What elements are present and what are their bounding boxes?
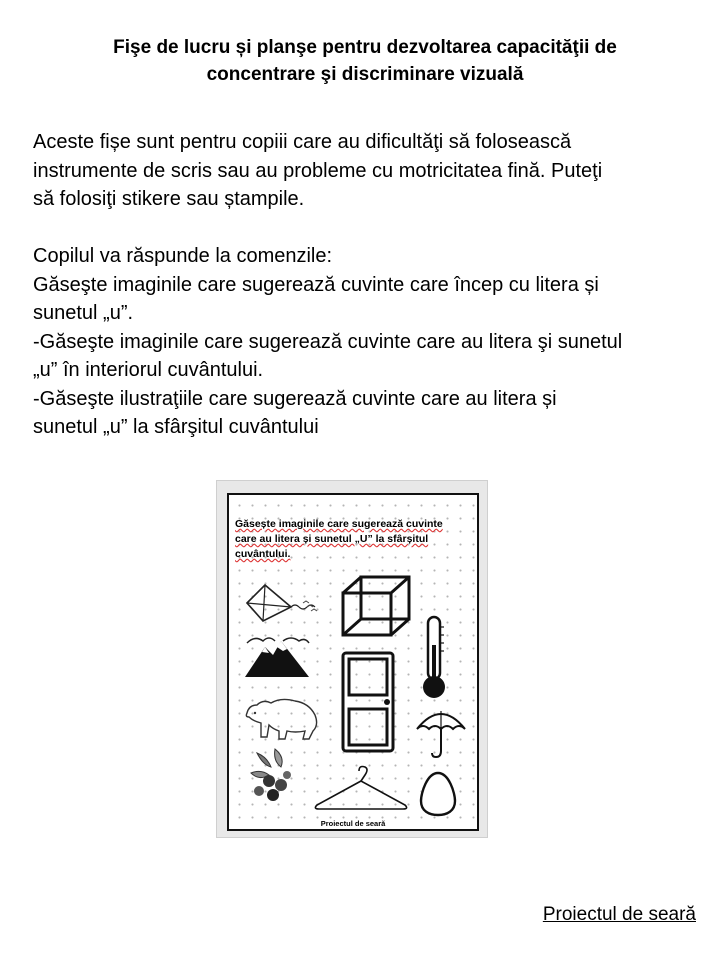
polar-bear-icon xyxy=(241,693,325,743)
egg-icon xyxy=(419,771,457,817)
instruction-line-1: Copilul va răspunde la comenzile: xyxy=(33,245,333,267)
hanger-icon xyxy=(313,765,409,815)
intro-line-3: să folosiţi stikere sau ștampile. xyxy=(33,188,305,210)
page-title xyxy=(60,34,670,88)
door-icon xyxy=(341,651,397,753)
footer-credit: Proiectul de seară xyxy=(542,904,696,925)
instruction-line-6: -Găseşte ilustraţiile care sugerează cuvinte care au litera și xyxy=(33,387,557,410)
blackberry-plant-icon xyxy=(247,745,299,807)
intro-line-1: Aceste fișe sunt pentru copiii care au dificultăţi să folosească xyxy=(33,131,572,153)
intro-line-2: instrumente de scris sau au probleme cu motricitatea fină. Puteţi xyxy=(33,159,603,182)
worksheet-thumbnail xyxy=(216,480,488,838)
worksheet-footer: Proiectul de seară xyxy=(320,819,386,828)
title-line-2: concentrare şi discriminare vizuală xyxy=(206,64,524,85)
body-text xyxy=(33,128,693,442)
mountain-icon xyxy=(243,633,313,681)
thermometer-icon xyxy=(419,615,449,701)
cube-icon xyxy=(339,575,415,639)
worksheet-heading xyxy=(235,517,470,562)
worksheet-heading-line-3: cuvântului. xyxy=(235,548,291,560)
instruction-line-4: -Găseşte imaginile care sugerează cuvinte care au litera şi sunetul xyxy=(33,330,623,353)
worksheet-heading-line-2: care au litera și sunetul „U” la sfârșitul xyxy=(235,533,429,545)
instruction-line-5: „u” în interiorul cuvântului. xyxy=(33,359,264,381)
worksheet-heading-line-1: Găsește imaginile care sugerează cuvinte xyxy=(235,518,443,530)
worksheet-page xyxy=(227,493,479,831)
umbrella-icon xyxy=(415,705,467,759)
instruction-line-7: sunetul „u” la sfârşitul cuvântului xyxy=(33,416,319,438)
instruction-line-3: sunetul „u”. xyxy=(33,302,134,324)
kite-icon xyxy=(245,583,325,627)
paragraph-gap xyxy=(33,214,693,243)
instruction-line-2: Găseşte imaginile care sugerează cuvinte care încep cu litera și xyxy=(33,273,599,296)
title-line-1: Fişe de lucru și planşe pentru dezvoltarea capacităţii de xyxy=(113,37,617,58)
